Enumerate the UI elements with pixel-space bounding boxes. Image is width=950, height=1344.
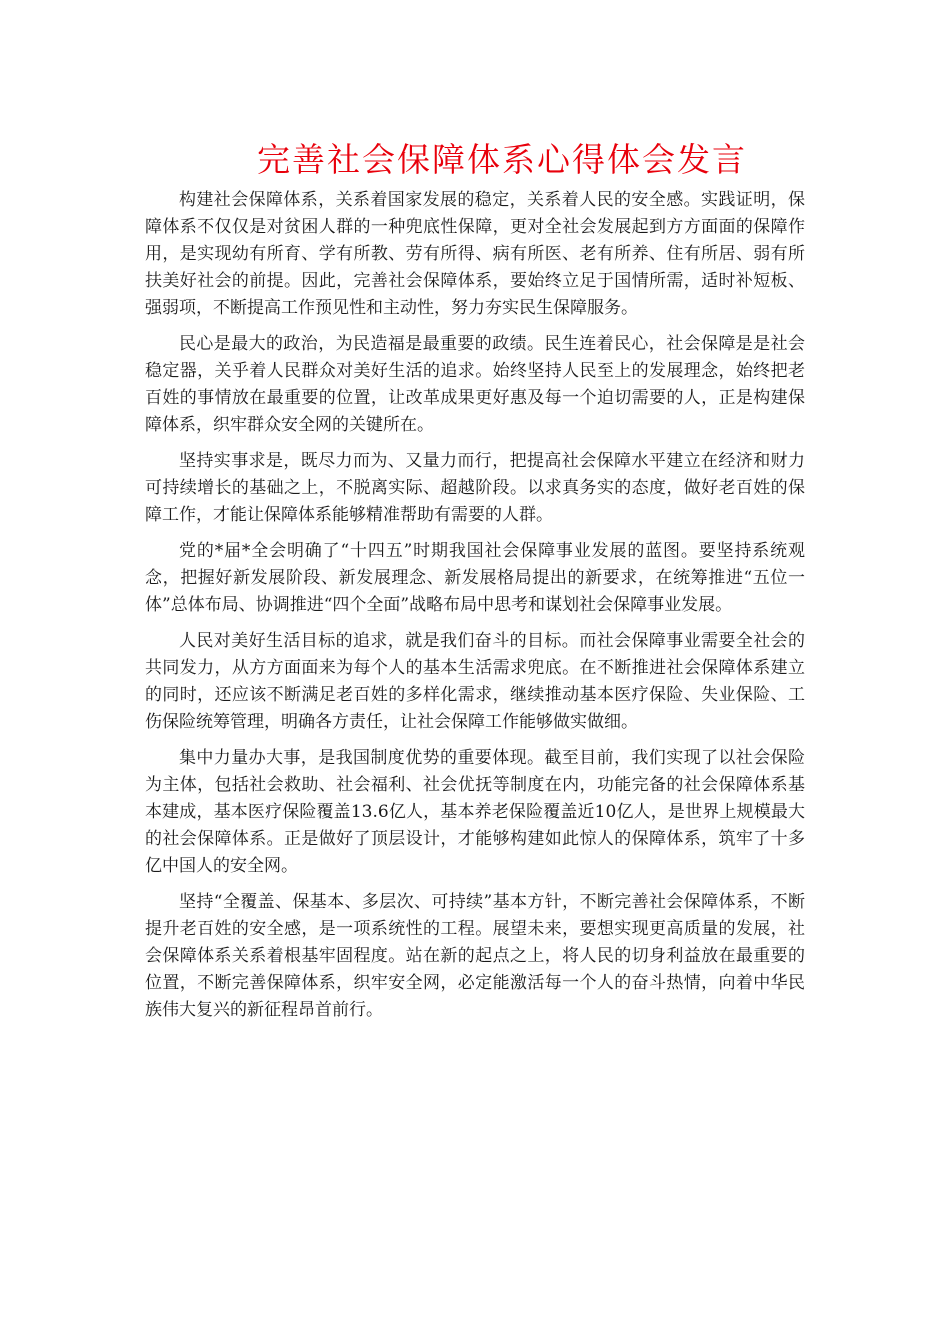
paragraph-5: 人民对美好生活目标的追求，就是我们奋斗的目标。而社会保障事业需要全社会的共同发力，从方方面面来为每个人的基本生活需求兜底。在不断推进社会保障体系建立的同时，还应该不断满足老百姓的多样化需求，继续推动基本医疗保险、失业保险、工伤保险统筹管理，明确各方责任，让社会保障工作能够做实做细。: [145, 631, 805, 732]
paragraph-1: 构建社会保障体系，关系着国家发展的稳定，关系着人民的安全感。实践证明，保障体系不仅仅是对贫困人群的一种兜底性保障，更对全社会发展起到方方面面的保障作用，是实现幼有所育、学有所教、劳有所得、病有所医、老有所养、住有所居、弱有所扶美好社会的前提。因此，完善社会保障体系，要始终立足于国情所需，适时补短板、强弱项，不断提高工作预见性和主动性，努力夯实民生保障服务。: [145, 190, 805, 318]
document-body: [145, 187, 805, 1033]
document-title: 完善社会保障体系心得体会发言: [257, 140, 747, 179]
paragraph-2: 民心是最大的政治，为民造福是最重要的政绩。民生连着民心，社会保障是是社会稳定器，关乎着人民群众对美好生活的追求。始终坚持人民至上的发展理念，始终把老百姓的事情放在最重要的位置，让改革成果更好惠及每一个迫切需要的人，正是构建保障体系，织牢群众安全网的关键所在。: [145, 334, 805, 435]
paragraph-7: 坚持“全覆盖、保基本、多层次、可持续”基本方针，不断完善社会保障体系，不断提升老百姓的安全感，是一项系统性的工程。展望未来，要想实现更高质量的发展，社会保障体系关系着根基牢固程度。站在新的起点之上，将人民的切身利益放在最重要的位置，不断完善保障体系，织牢安全网，必定能激活每一个人的奋斗热情，向着中华民族伟大复兴的新征程昂首前行。: [145, 892, 805, 1020]
paragraph-4: 党的*届*全会明确了“十四五”时期我国社会保障事业发展的蓝图。要坚持系统观念，把握好新发展阶段、新发展理念、新发展格局提出的新要求，在统筹推进“五位一体”总体布局、协调推进“四个全面”战略布局中思考和谋划社会保障事业发展。: [145, 541, 805, 615]
paragraph-6: 集中力量办大事，是我国制度优势的重要体现。截至目前，我们实现了以社会保险为主体，包括社会救助、社会福利、社会优抚等制度在内，功能完备的社会保障体系基本建成，基本医疗保险覆盖13.6亿人，基本养老保险覆盖近10亿人，是世界上规模最大的社会保障体系。正是做好了顶层设计，才能够构建如此惊人的保障体系，筑牢了十多亿中国人的安全网。: [145, 748, 805, 876]
paragraph-3: 坚持实事求是，既尽力而为、又量力而行，把提高社会保障水平建立在经济和财力可持续增长的基础之上，不脱离实际、超越阶段。以求真务实的态度，做好老百姓的保障工作，才能让保障体系能够精准帮助有需要的人群。: [145, 451, 805, 525]
